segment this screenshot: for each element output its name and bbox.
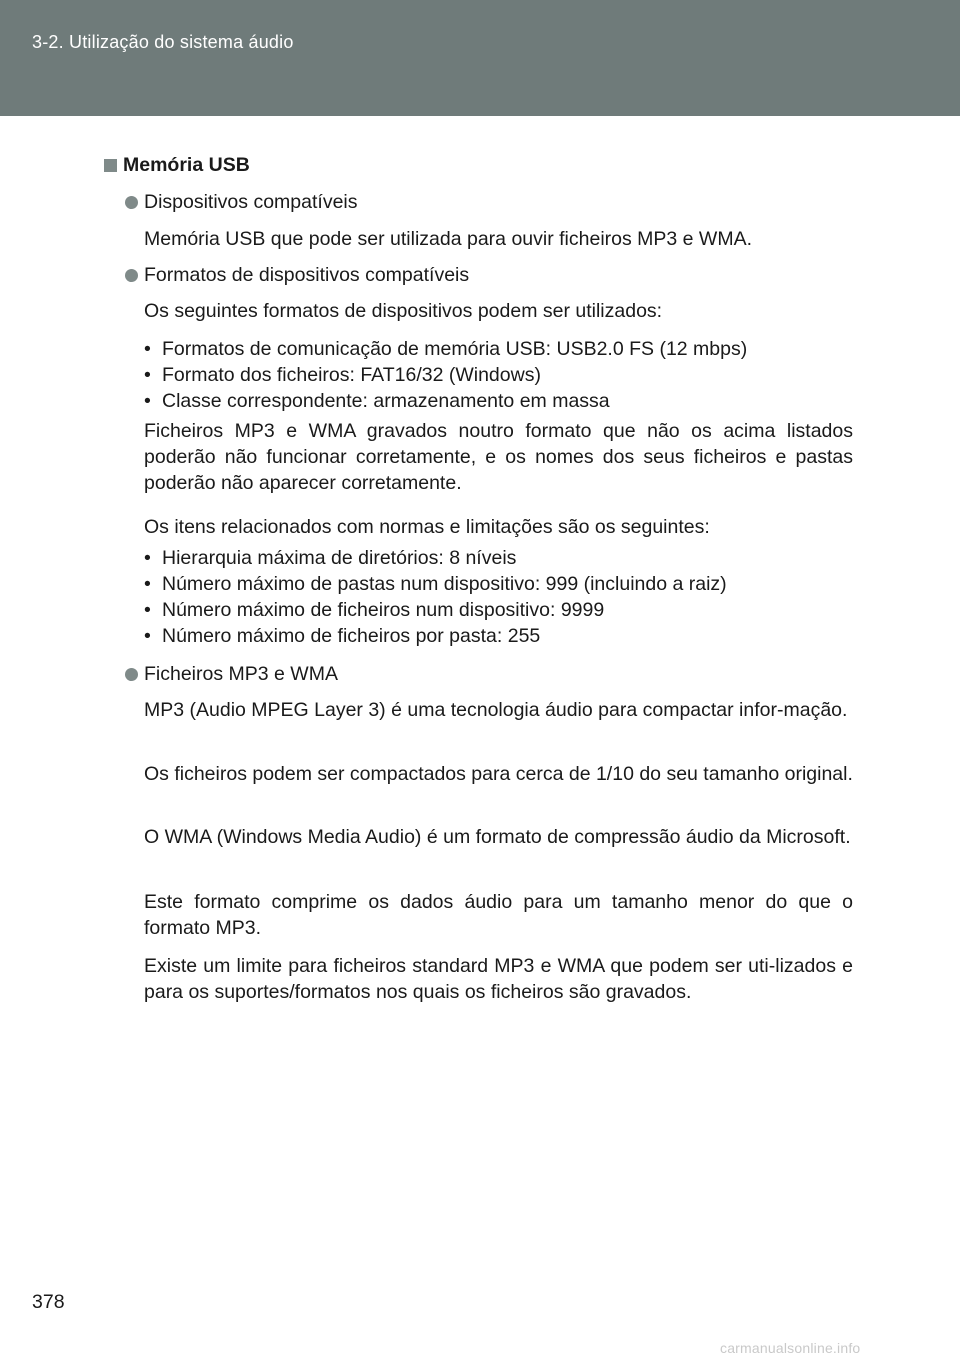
paragraph: Este formato comprime os dados áudio para um tamanho menor do que o formato MP3. (144, 891, 853, 939)
subsection-heading (125, 189, 358, 215)
section-heading-text: Memória USB (123, 154, 250, 176)
page-number: 378 (32, 1291, 65, 1313)
list-item: • Número máximo de ficheiros num dispositivo: 9999 (144, 599, 605, 621)
format-list (144, 336, 853, 414)
list-item: • Número máximo de pastas num dispositivo: 999 (incluindo a raiz) (144, 573, 727, 595)
list-item: • Hierarquia máxima de diretórios: 8 níveis (144, 547, 517, 569)
page-header (0, 0, 960, 116)
paragraph: Os ficheiros podem ser compactados para cerca de 1/10 do seu tamanho original. (144, 763, 853, 785)
subsection-heading-text: Ficheiros MP3 e WMA (144, 663, 338, 685)
list-item: • Formatos de comunicação de memória USB: USB2.0 FS (12 mbps) (144, 338, 748, 360)
subsection-heading-text: Formatos de dispositivos compatíveis (144, 264, 470, 286)
circle-bullet-icon (125, 196, 138, 209)
list-item: • Classe correspondente: armazenamento em massa (144, 390, 610, 412)
square-bullet-icon (104, 159, 117, 172)
paragraph: O WMA (Windows Media Audio) é um formato de compressão áudio da Microsoft. (144, 826, 851, 848)
watermark: carmanualsonline.info (720, 1340, 861, 1356)
circle-bullet-icon (125, 668, 138, 681)
subsection-heading (125, 262, 469, 288)
list-item: • Formato dos ficheiros: FAT16/32 (Windows) (144, 364, 541, 386)
list-item: • Número máximo de ficheiros por pasta: 255 (144, 625, 541, 647)
chapter-title: 3-2. Utilização do sistema áudio (32, 32, 294, 52)
paragraph: Ficheiros MP3 e WMA gravados noutro formato que não os acima listados poderão não funcionar corretamente, e os nomes dos seus ficheiros e pastas poderão não aparecer corretamente. (144, 420, 853, 494)
paragraph: Os itens relacionados com normas e limitações são os seguintes: (144, 516, 710, 538)
section-heading (104, 152, 250, 178)
subsection-heading (125, 661, 338, 687)
circle-bullet-icon (125, 269, 138, 282)
limits-list (144, 545, 853, 649)
paragraph: MP3 (Audio MPEG Layer 3) é uma tecnologia áudio para compactar infor-mação. (144, 699, 848, 721)
paragraph: Memória USB que pode ser utilizada para ouvir ficheiros MP3 e WMA. (144, 228, 753, 250)
paragraph: Os seguintes formatos de dispositivos podem ser utilizados: (144, 300, 663, 322)
subsection-heading-text: Dispositivos compatíveis (144, 191, 358, 213)
paragraph: Existe um limite para ficheiros standard MP3 e WMA que podem ser uti-lizados e para os suportes/formatos nos quais os ficheiros são gravados. (144, 955, 853, 1003)
